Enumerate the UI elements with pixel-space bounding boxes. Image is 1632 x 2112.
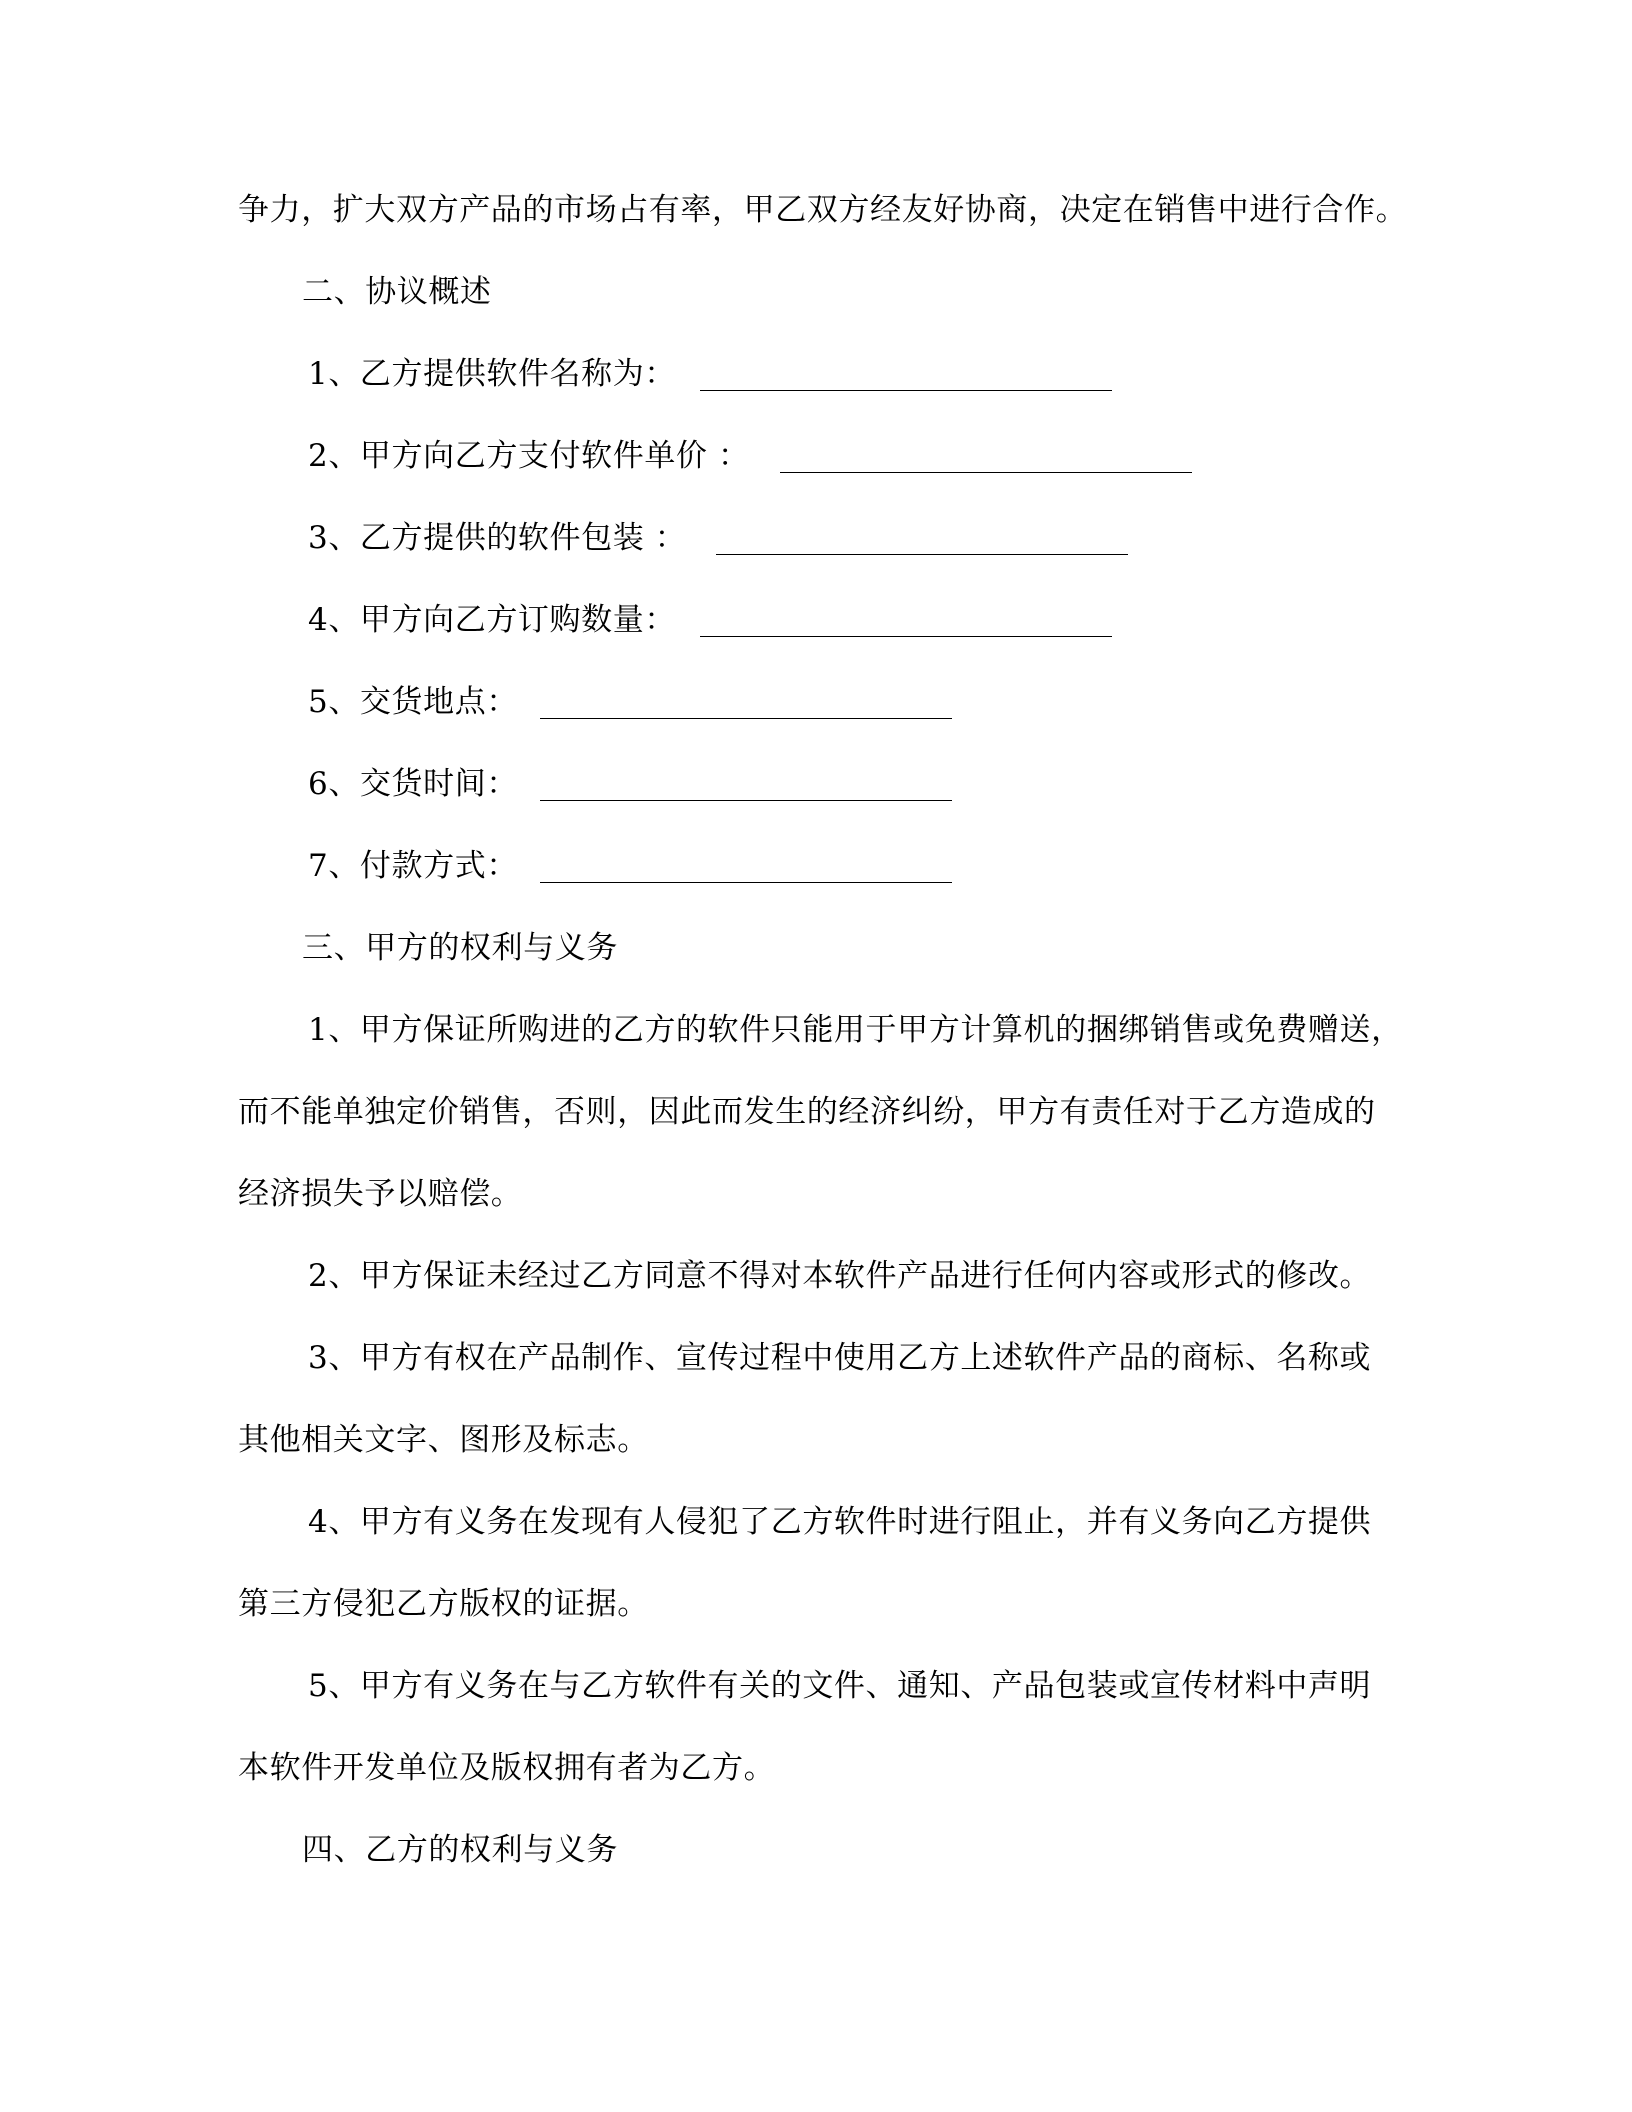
blank-fill-line [540,718,952,719]
blank-fill-line [716,554,1128,555]
item-delivery-location: 5、交货地点： [308,684,518,720]
blank-fill-line [780,472,1192,473]
paragraph-line: 而不能单独定价销售，否则，因此而发生的经济纠纷，甲方有责任对于乙方造成的 [238,1094,1376,1130]
paragraph-line: 2、甲方保证未经过乙方同意不得对本软件产品进行任何内容或形式的修改。 [308,1258,1372,1294]
item-payment-method: 7、付款方式： [308,848,518,884]
paragraph-line: 争力，扩大双方产品的市场占有率，甲乙双方经友好协商，决定在销售中进行合作。 [238,192,1408,228]
section-heading-agreement-overview: 二、协议概述 [302,274,492,310]
blank-fill-line [700,390,1112,391]
item-software-name: 1、乙方提供软件名称为： [308,356,676,392]
blank-fill-line [540,800,952,801]
paragraph-line: 5、甲方有义务在与乙方软件有关的文件、通知、产品包装或宣传材料中声明 [308,1668,1372,1704]
section-heading-party-b-rights: 四、乙方的权利与义务 [302,1832,618,1868]
item-unit-price: 2、甲方向乙方支付软件单价 ： [308,438,750,474]
paragraph-line: 3、甲方有权在产品制作、宣传过程中使用乙方上述软件产品的商标、名称或 [308,1340,1372,1376]
paragraph-line: 第三方侵犯乙方版权的证据。 [238,1586,649,1622]
item-delivery-time: 6、交货时间： [308,766,518,802]
item-order-quantity: 4、甲方向乙方订购数量： [308,602,676,638]
blank-fill-line [540,882,952,883]
paragraph-line: 1、甲方保证所购进的乙方的软件只能用于甲方计算机的捆绑销售或免费赠送， [308,1012,1403,1048]
item-packaging: 3、乙方提供的软件包装 ： [308,520,687,556]
paragraph-line: 本软件开发单位及版权拥有者为乙方。 [238,1750,776,1786]
paragraph-line: 经济损失予以赔偿。 [238,1176,523,1212]
blank-fill-line [700,636,1112,637]
paragraph-line: 其他相关文字、图形及标志。 [238,1422,649,1458]
section-heading-party-a-rights: 三、甲方的权利与义务 [302,930,618,966]
paragraph-line: 4、甲方有义务在发现有人侵犯了乙方软件时进行阻止，并有义务向乙方提供 [308,1504,1372,1540]
